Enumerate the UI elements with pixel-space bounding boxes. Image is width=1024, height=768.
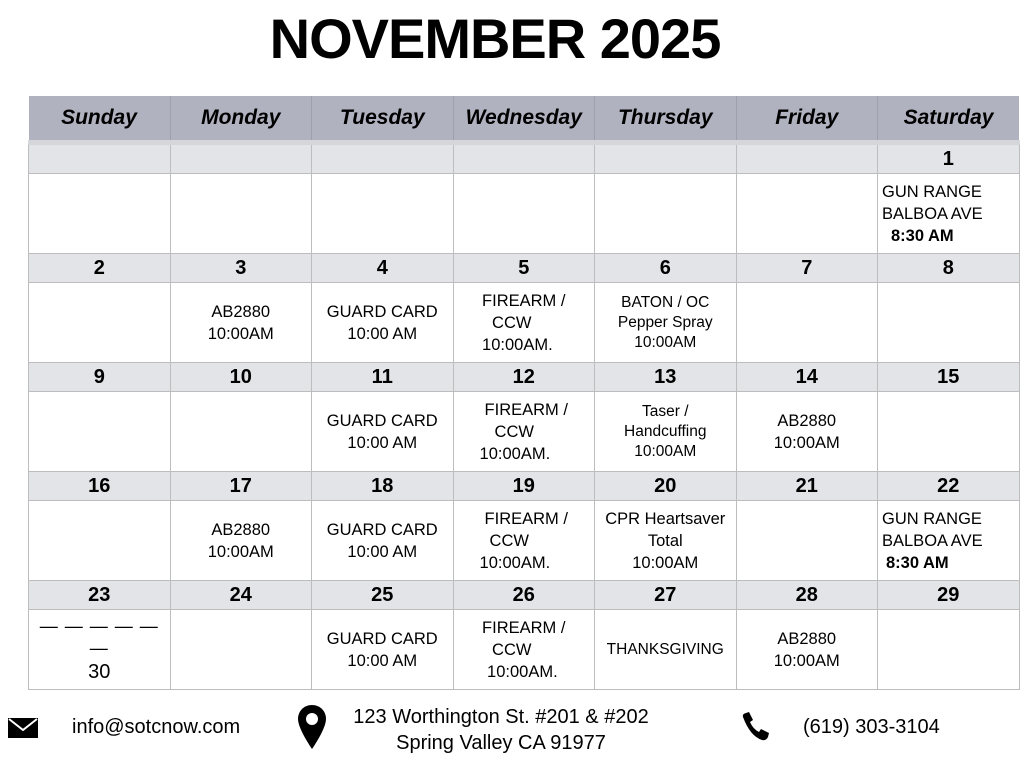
event-line: CCW	[492, 640, 532, 659]
event-line: GUARD CARD	[326, 520, 438, 539]
date-cell: 27	[595, 581, 737, 610]
weekday-tuesday: Tuesday	[312, 96, 454, 143]
event-line: CCW	[489, 531, 529, 550]
date-cell: 22	[878, 472, 1020, 501]
date-cell: 18	[312, 472, 454, 501]
weekday-saturday: Saturday	[878, 96, 1020, 143]
event-cell	[29, 610, 171, 690]
event-cell	[312, 501, 454, 581]
date-cell: 24	[170, 581, 312, 610]
event-line: AB2880	[211, 302, 271, 321]
event-firearm-ccw	[480, 508, 568, 574]
event-time: 10:00AM	[634, 333, 697, 351]
event-line: CCW	[492, 313, 532, 332]
week-1-dates	[29, 143, 1020, 174]
event-time: 10:00AM	[632, 553, 699, 572]
event-line: CCW	[494, 422, 534, 441]
date-30: 30	[88, 660, 111, 683]
event-line: GUN RANGE	[882, 182, 982, 201]
event-cell	[595, 610, 737, 690]
event-cell	[453, 392, 595, 472]
date-cell: 10	[170, 363, 312, 392]
phone-number[interactable]: (619) 303-3104	[803, 716, 940, 738]
event-time: 10:00AM	[634, 442, 697, 460]
event-cell	[736, 283, 878, 363]
weekday-wednesday: Wednesday	[453, 96, 595, 143]
date-cell	[170, 143, 312, 174]
week-1-events	[29, 174, 1020, 254]
event-time: 10:00 AM	[347, 433, 418, 452]
event-line: THANKSGIVING	[606, 641, 724, 658]
date-cell: 11	[312, 363, 454, 392]
event-thanksgiving	[607, 639, 724, 661]
split-date-30	[29, 615, 170, 685]
event-cell	[170, 174, 312, 254]
event-cell	[170, 501, 312, 581]
week-5-events	[29, 610, 1020, 690]
event-cell	[312, 283, 454, 363]
event-cell	[878, 174, 1020, 254]
event-line: Taser /	[641, 402, 689, 420]
event-cell	[29, 392, 171, 472]
calendar-grid	[28, 96, 1020, 690]
event-cell	[453, 610, 595, 690]
week-5-dates	[29, 581, 1020, 610]
event-cell	[878, 283, 1020, 363]
event-line: GUARD CARD	[326, 629, 438, 648]
event-cell	[29, 501, 171, 581]
event-cell	[595, 283, 737, 363]
address	[334, 704, 668, 756]
event-line: Pepper Spray	[617, 313, 713, 331]
weekday-thursday: Thursday	[595, 96, 737, 143]
event-time: 10:00AM.	[479, 444, 551, 463]
event-line: AB2880	[211, 520, 271, 539]
event-time: 10:00AM.	[482, 335, 553, 354]
date-cell: 1	[878, 143, 1020, 174]
event-cell	[878, 392, 1020, 472]
week-3-events	[29, 392, 1020, 472]
event-cell	[312, 174, 454, 254]
date-cell: 5	[453, 254, 595, 283]
weekday-sunday: Sunday	[29, 96, 171, 143]
event-cell	[595, 501, 737, 581]
date-cell: 28	[736, 581, 878, 610]
event-line: Handcuffing	[624, 422, 707, 440]
date-cell: 3	[170, 254, 312, 283]
envelope-icon	[8, 718, 38, 744]
date-cell: 21	[736, 472, 878, 501]
date-cell	[595, 143, 737, 174]
event-cell	[29, 174, 171, 254]
date-divider: — — — — — —	[39, 615, 159, 658]
event-time: 10:00 AM	[347, 542, 418, 561]
address-line-1: 123 Worthington St. #201 & #202	[353, 706, 649, 728]
date-cell: 13	[595, 363, 737, 392]
address-line-2: Spring Valley CA 91977	[396, 732, 606, 754]
date-cell	[453, 143, 595, 174]
phone-icon	[740, 712, 772, 748]
date-cell: 23	[29, 581, 171, 610]
date-cell: 17	[170, 472, 312, 501]
event-line: GUARD CARD	[326, 411, 438, 430]
event-cell	[878, 610, 1020, 690]
event-cell	[453, 283, 595, 363]
date-cell: 8	[878, 254, 1020, 283]
calendar-title: NOVEMBER 2025	[269, 7, 721, 70]
weekday-header-row	[29, 96, 1020, 143]
date-cell: 2	[29, 254, 171, 283]
event-gun-range	[878, 181, 1019, 247]
event-ab2880	[774, 410, 840, 454]
event-cell	[170, 392, 312, 472]
event-time: 10:00AM.	[487, 662, 558, 681]
event-cell	[736, 392, 878, 472]
map-pin-icon	[298, 705, 326, 755]
event-time: 10:00AM	[773, 433, 840, 452]
event-time: 10:00AM.	[479, 553, 551, 572]
event-cell	[595, 174, 737, 254]
date-cell: 20	[595, 472, 737, 501]
event-cell	[29, 283, 171, 363]
event-cell	[736, 174, 878, 254]
event-line: GUARD CARD	[326, 302, 438, 321]
event-cell	[453, 501, 595, 581]
date-cell: 16	[29, 472, 171, 501]
event-cell	[453, 174, 595, 254]
event-time: 8:30 AM	[891, 226, 954, 245]
weekday-friday: Friday	[736, 96, 878, 143]
week-2-events	[29, 283, 1020, 363]
event-time: 10:00 AM	[347, 651, 418, 670]
event-guard-card	[327, 301, 438, 345]
event-line: FIREARM /	[484, 400, 568, 419]
week-3-dates	[29, 363, 1020, 392]
date-cell: 9	[29, 363, 171, 392]
event-firearm-ccw	[482, 290, 565, 356]
event-line: AB2880	[777, 411, 837, 430]
date-cell: 6	[595, 254, 737, 283]
event-cell	[170, 283, 312, 363]
event-ab2880	[208, 301, 274, 345]
event-time: 8:30 AM	[886, 553, 949, 572]
event-taser-handcuffing	[624, 402, 706, 462]
event-line: AB2880	[777, 629, 837, 648]
date-cell: 14	[736, 363, 878, 392]
date-cell: 19	[453, 472, 595, 501]
event-line: BATON / OC	[621, 293, 710, 311]
event-cell	[595, 392, 737, 472]
date-cell: 15	[878, 363, 1020, 392]
week-4-events	[29, 501, 1020, 581]
contact-footer	[0, 700, 1024, 768]
event-line: Total	[647, 531, 683, 550]
date-cell: 4	[312, 254, 454, 283]
date-cell	[312, 143, 454, 174]
event-line: BALBOA AVE	[882, 531, 983, 550]
event-ab2880	[208, 519, 274, 563]
event-firearm-ccw	[482, 617, 565, 683]
date-cell: 7	[736, 254, 878, 283]
event-line: FIREARM /	[482, 291, 566, 310]
date-cell: 12	[453, 363, 595, 392]
event-baton-oc	[618, 293, 713, 353]
event-guard-card	[327, 628, 438, 672]
event-time: 10:00AM	[207, 542, 274, 561]
event-cell	[312, 392, 454, 472]
event-line: CPR Heartsaver	[605, 509, 726, 528]
event-guard-card	[327, 519, 438, 563]
event-gun-range	[878, 508, 1019, 574]
event-line: FIREARM /	[482, 618, 566, 637]
event-time: 10:00AM	[773, 651, 840, 670]
date-cell: 29	[878, 581, 1020, 610]
event-firearm-ccw	[480, 399, 568, 465]
event-cell	[736, 610, 878, 690]
date-cell	[736, 143, 878, 174]
weekday-monday: Monday	[170, 96, 312, 143]
email-link[interactable]: info@sotcnow.com	[72, 716, 241, 738]
event-cpr-heartsaver	[605, 508, 725, 574]
event-cell	[878, 501, 1020, 581]
event-cell	[312, 610, 454, 690]
event-time: 10:00AM	[207, 324, 274, 343]
week-4-dates	[29, 472, 1020, 501]
event-cell	[170, 610, 312, 690]
date-cell	[29, 143, 171, 174]
week-2-dates	[29, 254, 1020, 283]
event-line: GUN RANGE	[882, 509, 982, 528]
date-cell: 26	[453, 581, 595, 610]
event-cell	[736, 501, 878, 581]
event-ab2880	[774, 628, 840, 672]
event-line: BALBOA AVE	[882, 204, 983, 223]
event-time: 10:00 AM	[347, 324, 418, 343]
event-line: FIREARM /	[484, 509, 568, 528]
event-guard-card	[327, 410, 438, 454]
date-cell: 25	[312, 581, 454, 610]
